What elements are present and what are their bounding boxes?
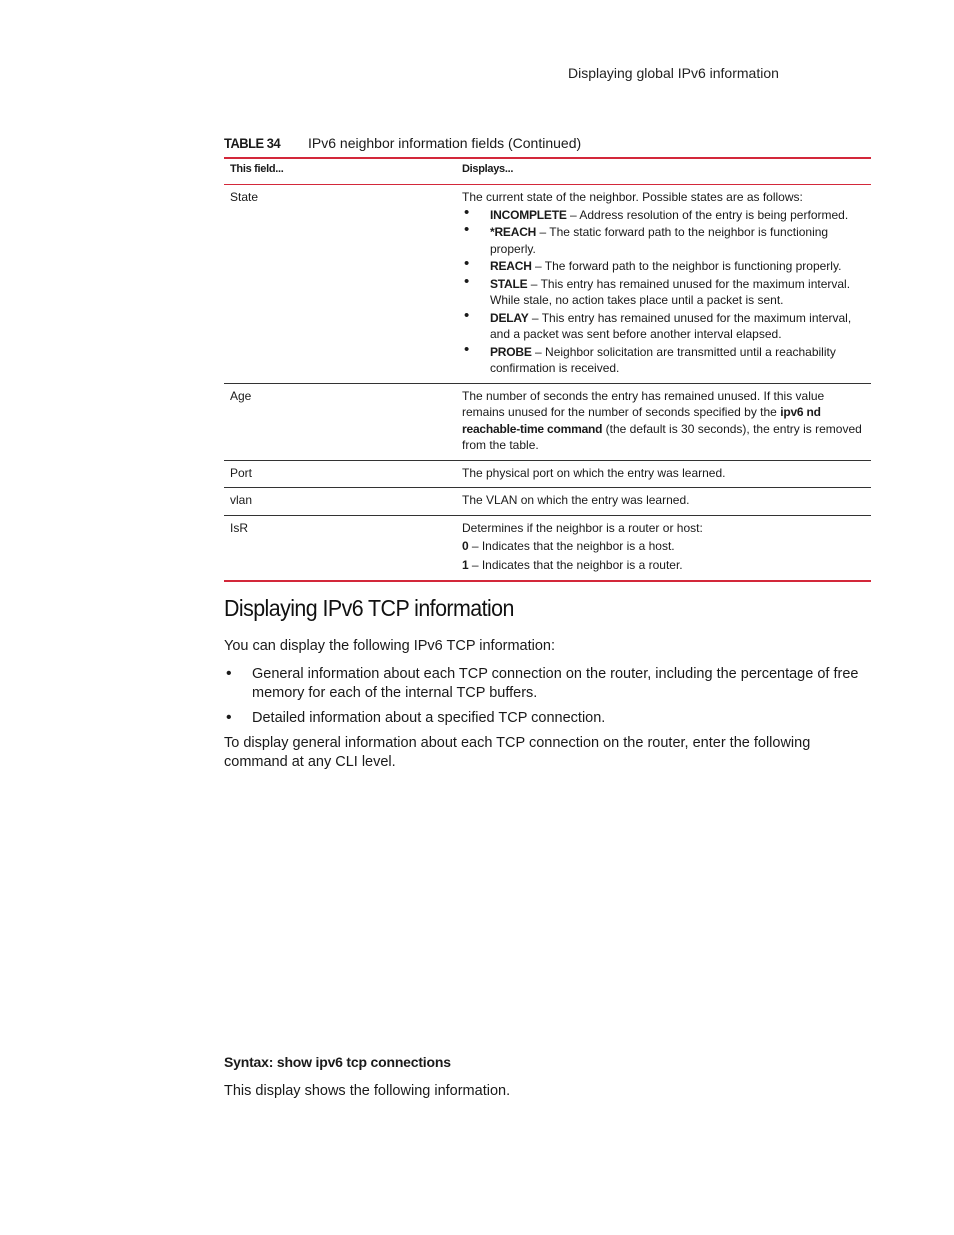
- list-item: • Detailed information about a specified TCP connection.: [226, 709, 606, 726]
- column-header-displays: Displays...: [456, 158, 871, 185]
- isr-value-router: 1 – Indicates that the neighbor is a router.: [462, 557, 683, 572]
- field-name: vlan: [224, 488, 456, 516]
- field-name: IsR: [230, 520, 248, 535]
- isr-value-host: 0 – Indicates that the neighbor is a host.: [462, 539, 675, 553]
- table-header-row: [224, 158, 871, 185]
- list-item: • *REACH – The static forward path to the neighbor is functioning properly.: [464, 221, 829, 256]
- field-description: Determines if the neighbor is a router or host: 0 – Indicates that the neighbor is a host. 1 – Indicates that the neighbor is a router.: [456, 515, 871, 581]
- table-row: [224, 460, 871, 488]
- bullet-icon: •: [464, 221, 470, 238]
- list-item: • REACH – The forward path to the neighbor is functioning properly.: [464, 255, 842, 273]
- list-item: • DELAY – This entry has remained unused for the maximum interval, and a packet was sent before another interval elapsed.: [464, 306, 852, 341]
- table-row: [224, 488, 871, 516]
- table-title: IPv6 neighbor information fields (Continued): [308, 135, 582, 151]
- table-caption: [224, 135, 871, 151]
- field-description: The number of seconds the entry has remained unused. If this value remains unused for the number of seconds specified by the ipv6 nd reachable-time command (the default is 30 seconds), the entry is removed from the table.: [456, 383, 871, 460]
- field-name: Age: [224, 383, 456, 460]
- running-header: Displaying global IPv6 information: [568, 65, 779, 81]
- field-name: State: [224, 185, 456, 384]
- bullet-icon: •: [464, 306, 470, 324]
- field-name: Port: [224, 460, 456, 488]
- state-list: [462, 203, 865, 377]
- list-item: • PROBE – Neighbor solicitation are transmitted until a reachability confirmation is received.: [464, 340, 836, 375]
- bullet-icon: •: [464, 340, 470, 358]
- column-header-field: This field...: [224, 158, 456, 185]
- list-item: • STALE – This entry has remained unused for the maximum interval. While stale, no action takes place until a packet is sent.: [464, 272, 851, 307]
- field-description: [456, 185, 871, 384]
- closing-paragraph: This display shows the following information.: [224, 1083, 511, 1099]
- instruction-paragraph: To display general information about each TCP connection on the router, enter the following command at any CLI level.: [224, 735, 811, 770]
- table-number: TABLE 34: [224, 135, 281, 151]
- command-text: ipv6 nd reachable-time command: [462, 405, 821, 436]
- bullet-icon: •: [464, 272, 470, 290]
- bullet-icon: •: [464, 203, 470, 221]
- table-row: [224, 383, 871, 460]
- bullet-icon: •: [464, 255, 470, 272]
- field-description: The physical port on which the entry was learned.: [456, 460, 871, 488]
- list-item: • INCOMPLETE – Address resolution of the entry is being performed.: [464, 203, 849, 222]
- intro-paragraph: You can display the following IPv6 TCP information:: [224, 638, 556, 654]
- bullet-icon: •: [226, 665, 232, 682]
- table-row: [224, 515, 871, 581]
- state-intro: The current state of the neighbor. Possible states are as follows:: [462, 190, 803, 204]
- list-item: • General information about each TCP connection on the router, including the percentage of free memory for each of the internal TCP buffers.: [226, 665, 859, 701]
- ipv6-neighbor-fields-table: [224, 157, 871, 582]
- table-row: [224, 185, 871, 384]
- bullet-list: [224, 665, 874, 734]
- syntax-line: Syntax: show ipv6 tcp connections: [224, 1054, 451, 1070]
- bullet-icon: •: [226, 709, 232, 726]
- field-description: The VLAN on which the entry was learned.: [456, 488, 871, 516]
- section-heading: Displaying IPv6 TCP information: [224, 595, 514, 621]
